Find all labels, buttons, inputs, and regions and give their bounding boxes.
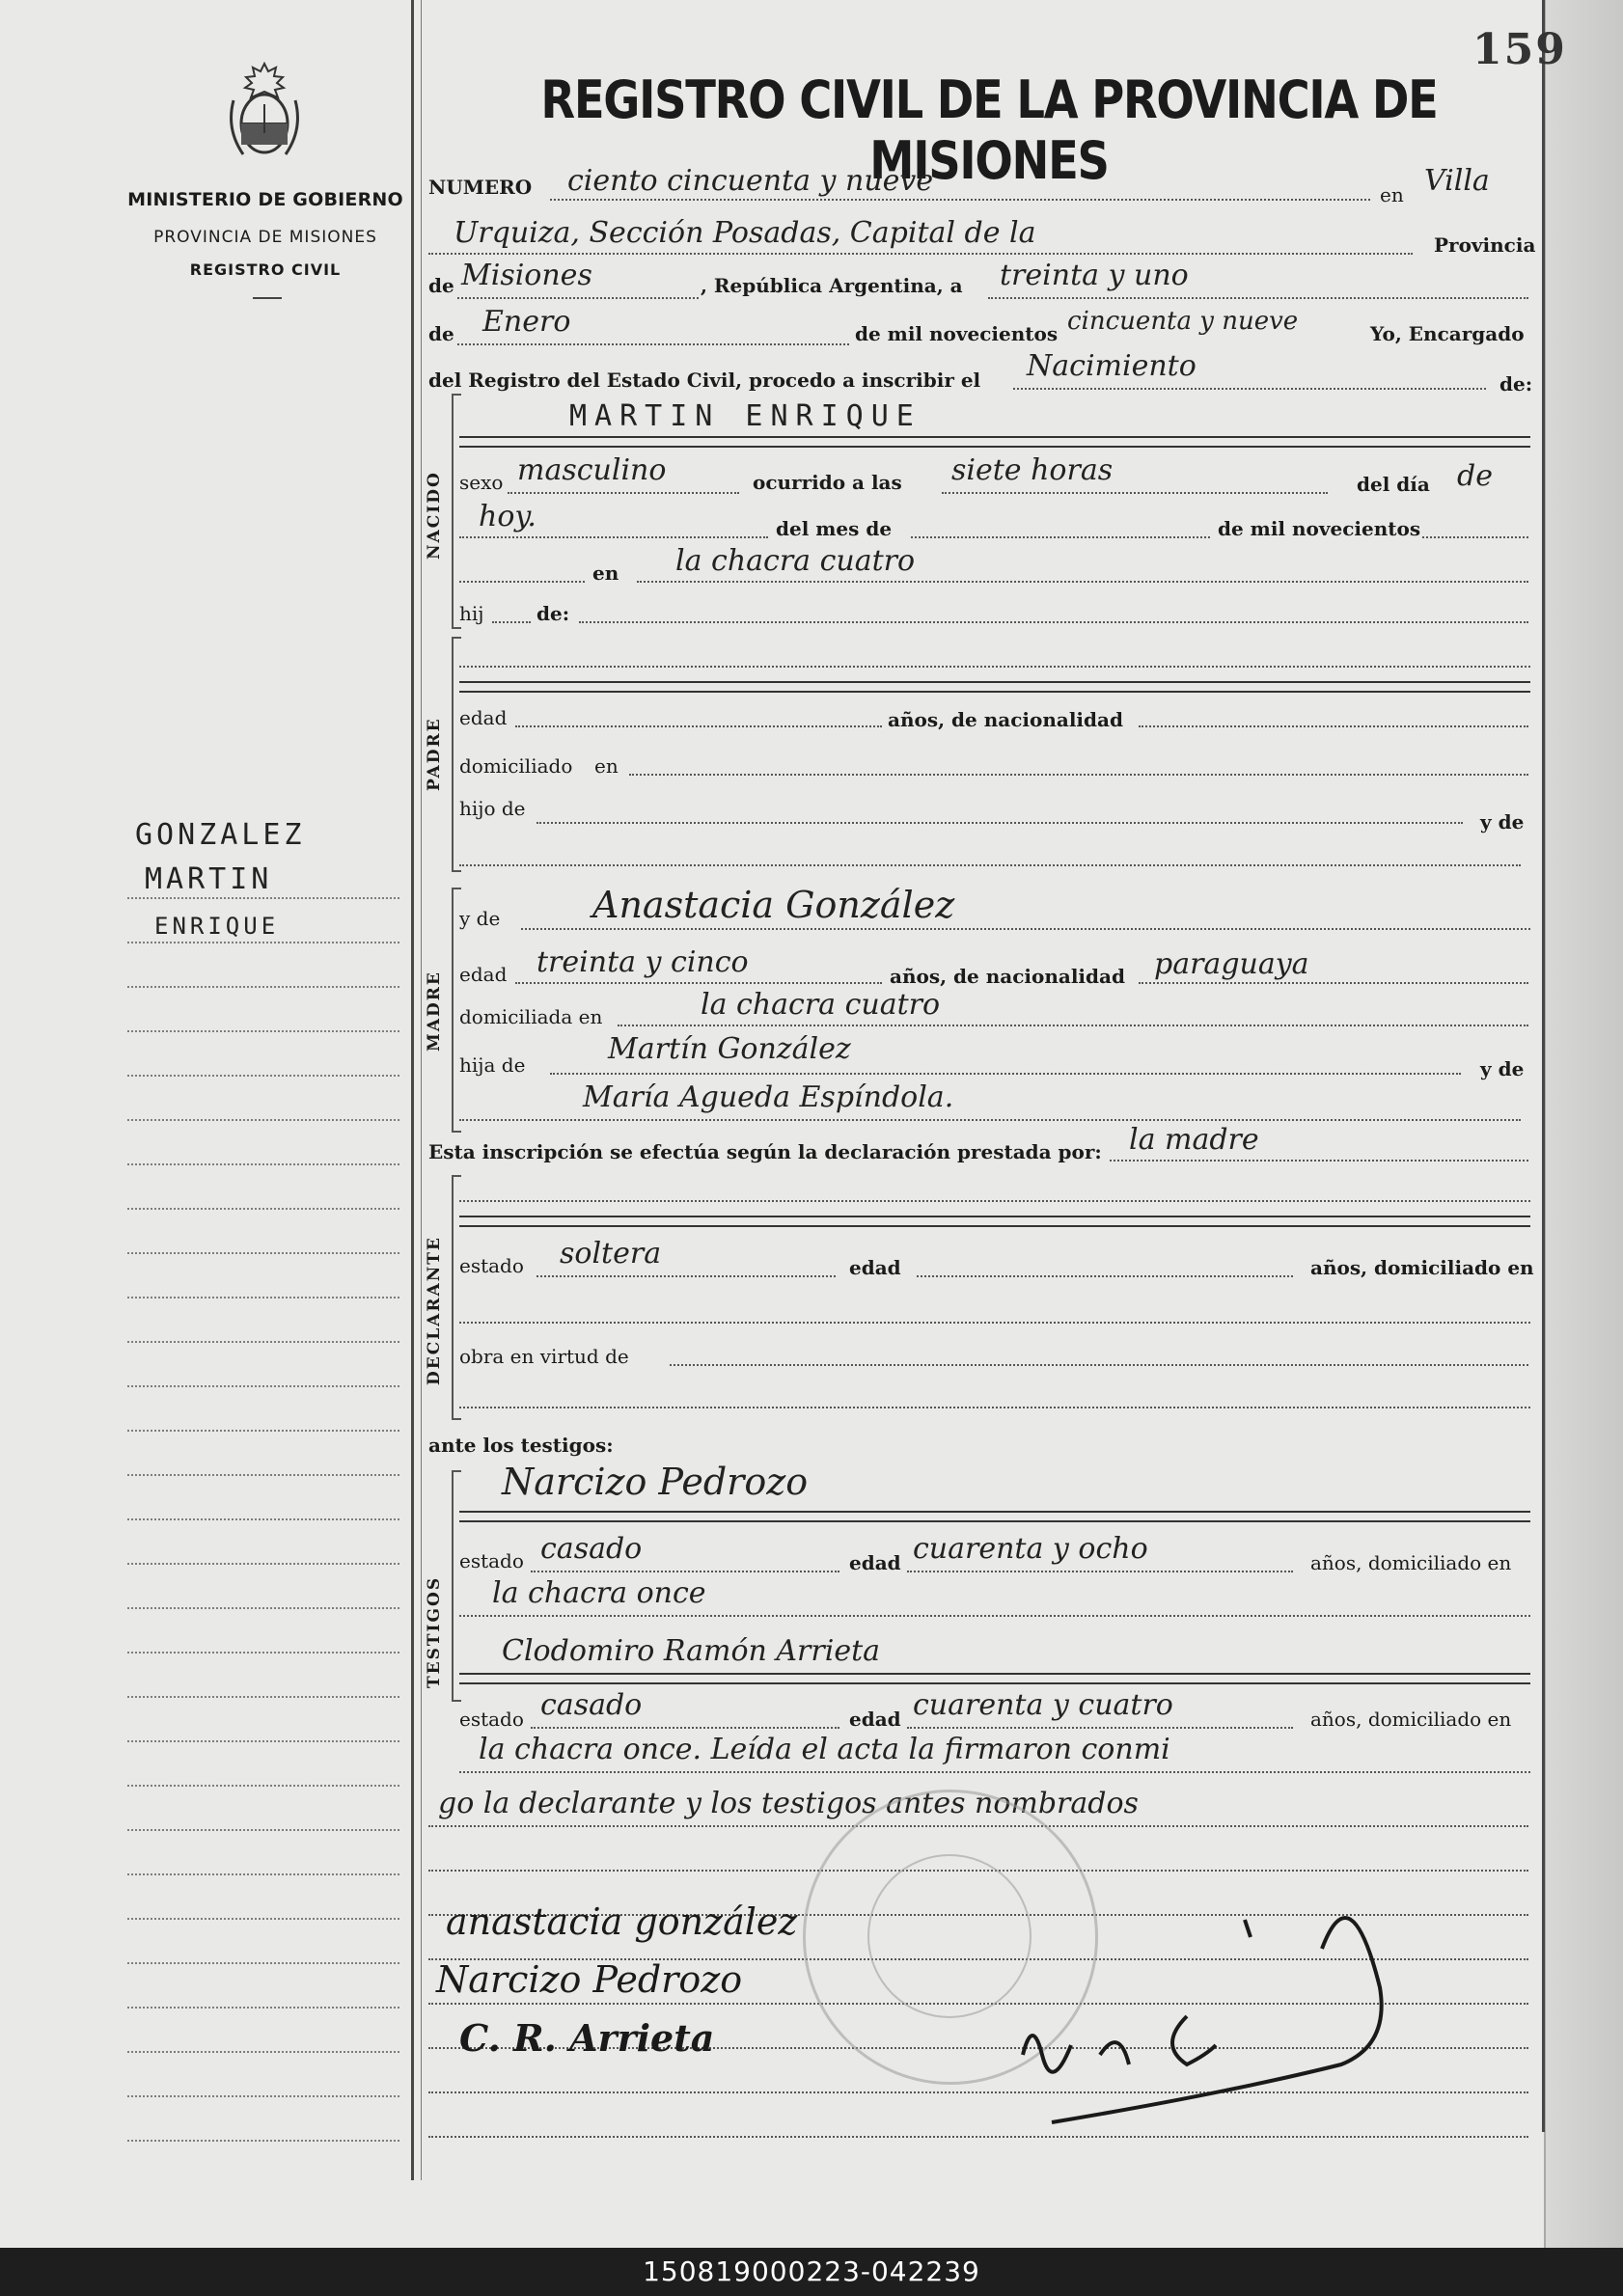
hij-label: hij <box>459 602 484 625</box>
declaracion-text: Esta inscripción se efectúa según la declaración prestada por: <box>428 1140 1102 1163</box>
testigo2-estado-value: casado <box>540 1688 643 1722</box>
madre-domiciliada-label: domiciliada en <box>459 1005 603 1028</box>
en-value-1: Villa <box>1424 164 1490 198</box>
provincia-value: Misiones <box>461 259 592 292</box>
testigo2-edad-value: cuarenta y cuatro <box>913 1688 1173 1722</box>
del-dia-label: del día <box>1357 473 1430 496</box>
declarante-anos-label: años, domiciliado en <box>1310 1256 1534 1279</box>
numero-label: NUMERO <box>428 176 533 199</box>
day-value: treinta y uno <box>1000 259 1189 292</box>
padre-en-label: en <box>594 754 619 778</box>
margin-line-inner <box>421 0 422 2180</box>
madre-label: MADRE <box>425 970 444 1052</box>
margin-firstname: MARTIN <box>145 862 273 896</box>
testigo2-name: Clodomiro Ramón Arrieta <box>502 1634 881 1668</box>
declarante-edad-label: edad <box>849 1256 901 1279</box>
nacido-label: NACIDO <box>425 471 444 560</box>
padre-anos-label: años, de nacionalidad <box>888 708 1123 731</box>
numero-value: ciento cincuenta y nueve <box>567 164 934 198</box>
declarante-estado-label: estado <box>459 1254 524 1277</box>
testigo1-estado-label: estado <box>459 1549 524 1572</box>
madre-madre-value: María Agueda Espíndola. <box>583 1080 954 1114</box>
padre-domiciliado-label: domiciliado <box>459 754 573 778</box>
declaracion-value: la madre <box>1129 1123 1259 1157</box>
testigos-bracket <box>452 1470 461 1702</box>
testigo1-name: Narcizo Pedrozo <box>502 1461 809 1503</box>
testigo2-estado-label: estado <box>459 1708 524 1731</box>
registro-text: del Registro del Estado Civil, procedo a inscribir el <box>428 369 981 392</box>
testigo2-edad-label: edad <box>849 1708 901 1731</box>
madre-hija-label: hija de <box>459 1053 526 1077</box>
closing-text: go la declarante y los testigos antes nombrados <box>438 1787 1139 1820</box>
ministry-name: MINISTERIO DE GOBIERNO <box>127 189 403 210</box>
encargado-text: Yo, Encargado <box>1370 322 1525 345</box>
en-value-2: Urquiza, Sección Posadas, Capital de la <box>454 216 1036 250</box>
republica-text: , República Argentina, a <box>701 274 963 297</box>
signature-mother: anastacia gonzález <box>446 1900 798 1943</box>
testigo1-anos-label: años, domiciliado en <box>1310 1551 1512 1574</box>
madre-y-de-label-2: y de <box>1480 1057 1525 1080</box>
sexo-value: masculino <box>517 453 667 487</box>
declarante-obra-label: obra en virtud de <box>459 1345 629 1368</box>
ocurrido-label: ocurrido a las <box>753 471 902 494</box>
hora-value: siete horas <box>951 453 1114 487</box>
testigo2-anos-label: años, domiciliado en <box>1310 1708 1512 1731</box>
year-value: cincuenta y nueve <box>1067 307 1299 336</box>
provincia-label: Provincia <box>1434 233 1536 257</box>
margin-line <box>411 0 414 2180</box>
madre-edad-label: edad <box>459 963 508 986</box>
argentina-coat-of-arms-icon <box>224 58 305 166</box>
acto-value: Nacimiento <box>1027 349 1197 383</box>
padre-hijo-label: hijo de <box>459 797 526 820</box>
declarante-bracket <box>452 1175 461 1420</box>
dia-value-2: hoy. <box>479 500 536 533</box>
testigos-intro: ante los testigos: <box>428 1434 614 1457</box>
sexo-label: sexo <box>459 471 504 494</box>
padre-edad-label: edad <box>459 706 508 729</box>
document-id-footer: 150819000223-042239 <box>0 2248 1623 2296</box>
testigo1-edad-label: edad <box>849 1551 901 1574</box>
nacido-bracket <box>452 394 461 629</box>
page-edge <box>1544 0 1623 2248</box>
divider <box>253 297 282 299</box>
madre-anos-label: años, de nacionalidad <box>890 965 1125 988</box>
madre-name-value: Anastacia González <box>592 884 955 926</box>
nacido-name: MARTIN ENRIQUE <box>569 399 922 433</box>
testigo1-domicilio: la chacra once <box>492 1576 706 1610</box>
document-title: REGISTRO CIVIL DE LA PROVINCIA DE MISIONES <box>540 69 1438 191</box>
del-mes-label: del mes de <box>776 517 893 540</box>
hij-de-label: de: <box>536 602 570 625</box>
padre-y-de-label: y de <box>1480 810 1525 834</box>
madre-y-de-label: y de <box>459 907 501 930</box>
declarante-estado-value: soltera <box>560 1237 662 1271</box>
en-label: en <box>1380 183 1404 206</box>
margin-middlename: ENRIQUE <box>154 913 280 940</box>
mil-label: de mil novecientos <box>1218 517 1421 540</box>
de-colon: de: <box>1499 372 1533 396</box>
signature-witness1: Narcizo Pedrozo <box>436 1958 743 2001</box>
padre-label: PADRE <box>425 717 444 791</box>
lugar-value: la chacra cuatro <box>675 544 916 578</box>
madre-nacionalidad-value: paraguaya <box>1154 947 1309 981</box>
year-prefix: de mil novecientos <box>855 322 1059 345</box>
de-label-2: de <box>428 322 454 345</box>
registrar-signature-icon <box>1004 1881 1505 2132</box>
margin-surname: GONZALEZ <box>135 818 306 852</box>
de-label-1: de <box>428 274 454 297</box>
declarante-label: DECLARANTE <box>425 1236 444 1385</box>
en-label-nacido: en <box>592 561 619 585</box>
testigo2-domicilio: la chacra once. Leída el acta la firmaron conmi <box>479 1733 1170 1766</box>
testigo1-edad-value: cuarenta y ocho <box>913 1532 1148 1566</box>
province-name: PROVINCIA DE MISIONES <box>153 228 377 247</box>
right-border-line <box>1542 0 1545 2132</box>
month-value: Enero <box>482 305 571 339</box>
madre-edad-value: treinta y cinco <box>536 945 749 979</box>
madre-padre-value: Martín González <box>608 1032 851 1066</box>
registry-name: REGISTRO CIVIL <box>189 260 342 279</box>
madre-domicilio-value: la chacra cuatro <box>701 988 941 1022</box>
signature-witness2: C. R. Arrieta <box>459 2016 715 2060</box>
page-number: 159 <box>1472 25 1567 74</box>
testigo1-estado-value: casado <box>540 1532 643 1566</box>
dia-value-1: de <box>1457 459 1493 493</box>
testigos-label: TESTIGOS <box>425 1575 444 1688</box>
